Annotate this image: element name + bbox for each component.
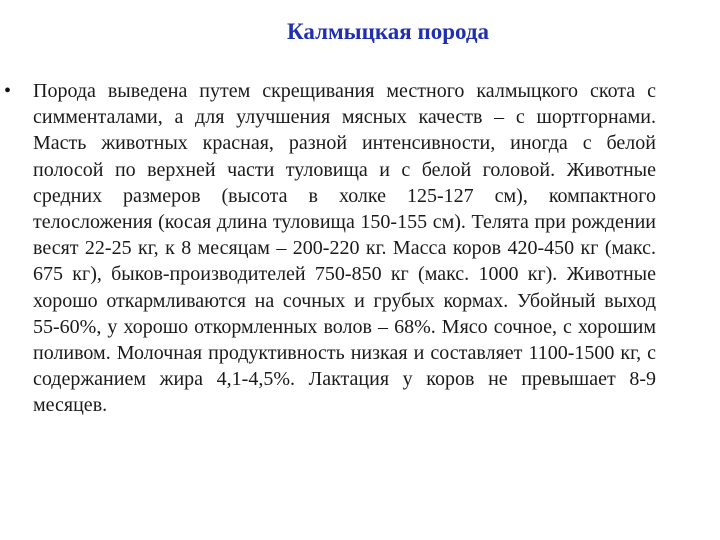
bullet-item [4,78,656,419]
slide-title: Калмыцкая порода [287,19,489,44]
bullet-marker: • [4,80,12,102]
bullet-paragraph: Порода выведена путем скрещивания местного калмыцкого скота с симменталами, а для улучшения мясных качеств – с шортгорнами. Масть животных красная, разной интенсивности, иногда с белой полосой по верхней части туловища и с белой головой. Животные средних размеров (высота в холке 125-127 см), компактного телосложения (косая длина туловища 150-155 см). Телята при рождении весят 22-25 кг, к 8 месяцам – 200-220 кг. Масса коров 420-450 кг (макс. 675 кг), быков-производителей 750-850 кг (макс. 1000 кг). Животные хорошо откармливаются на сочных и грубых кормах. Убойный выход 55-60%, у хорошо откормленных волов – 68%. Мясо сочное, с хорошим поливом. Молочная продуктивность низкая и составляет 1100-1500 кг, с содержанием жира 4,1-4,5%. Лактация у коров не превышает 8-9 месяцев. [33,80,656,417]
